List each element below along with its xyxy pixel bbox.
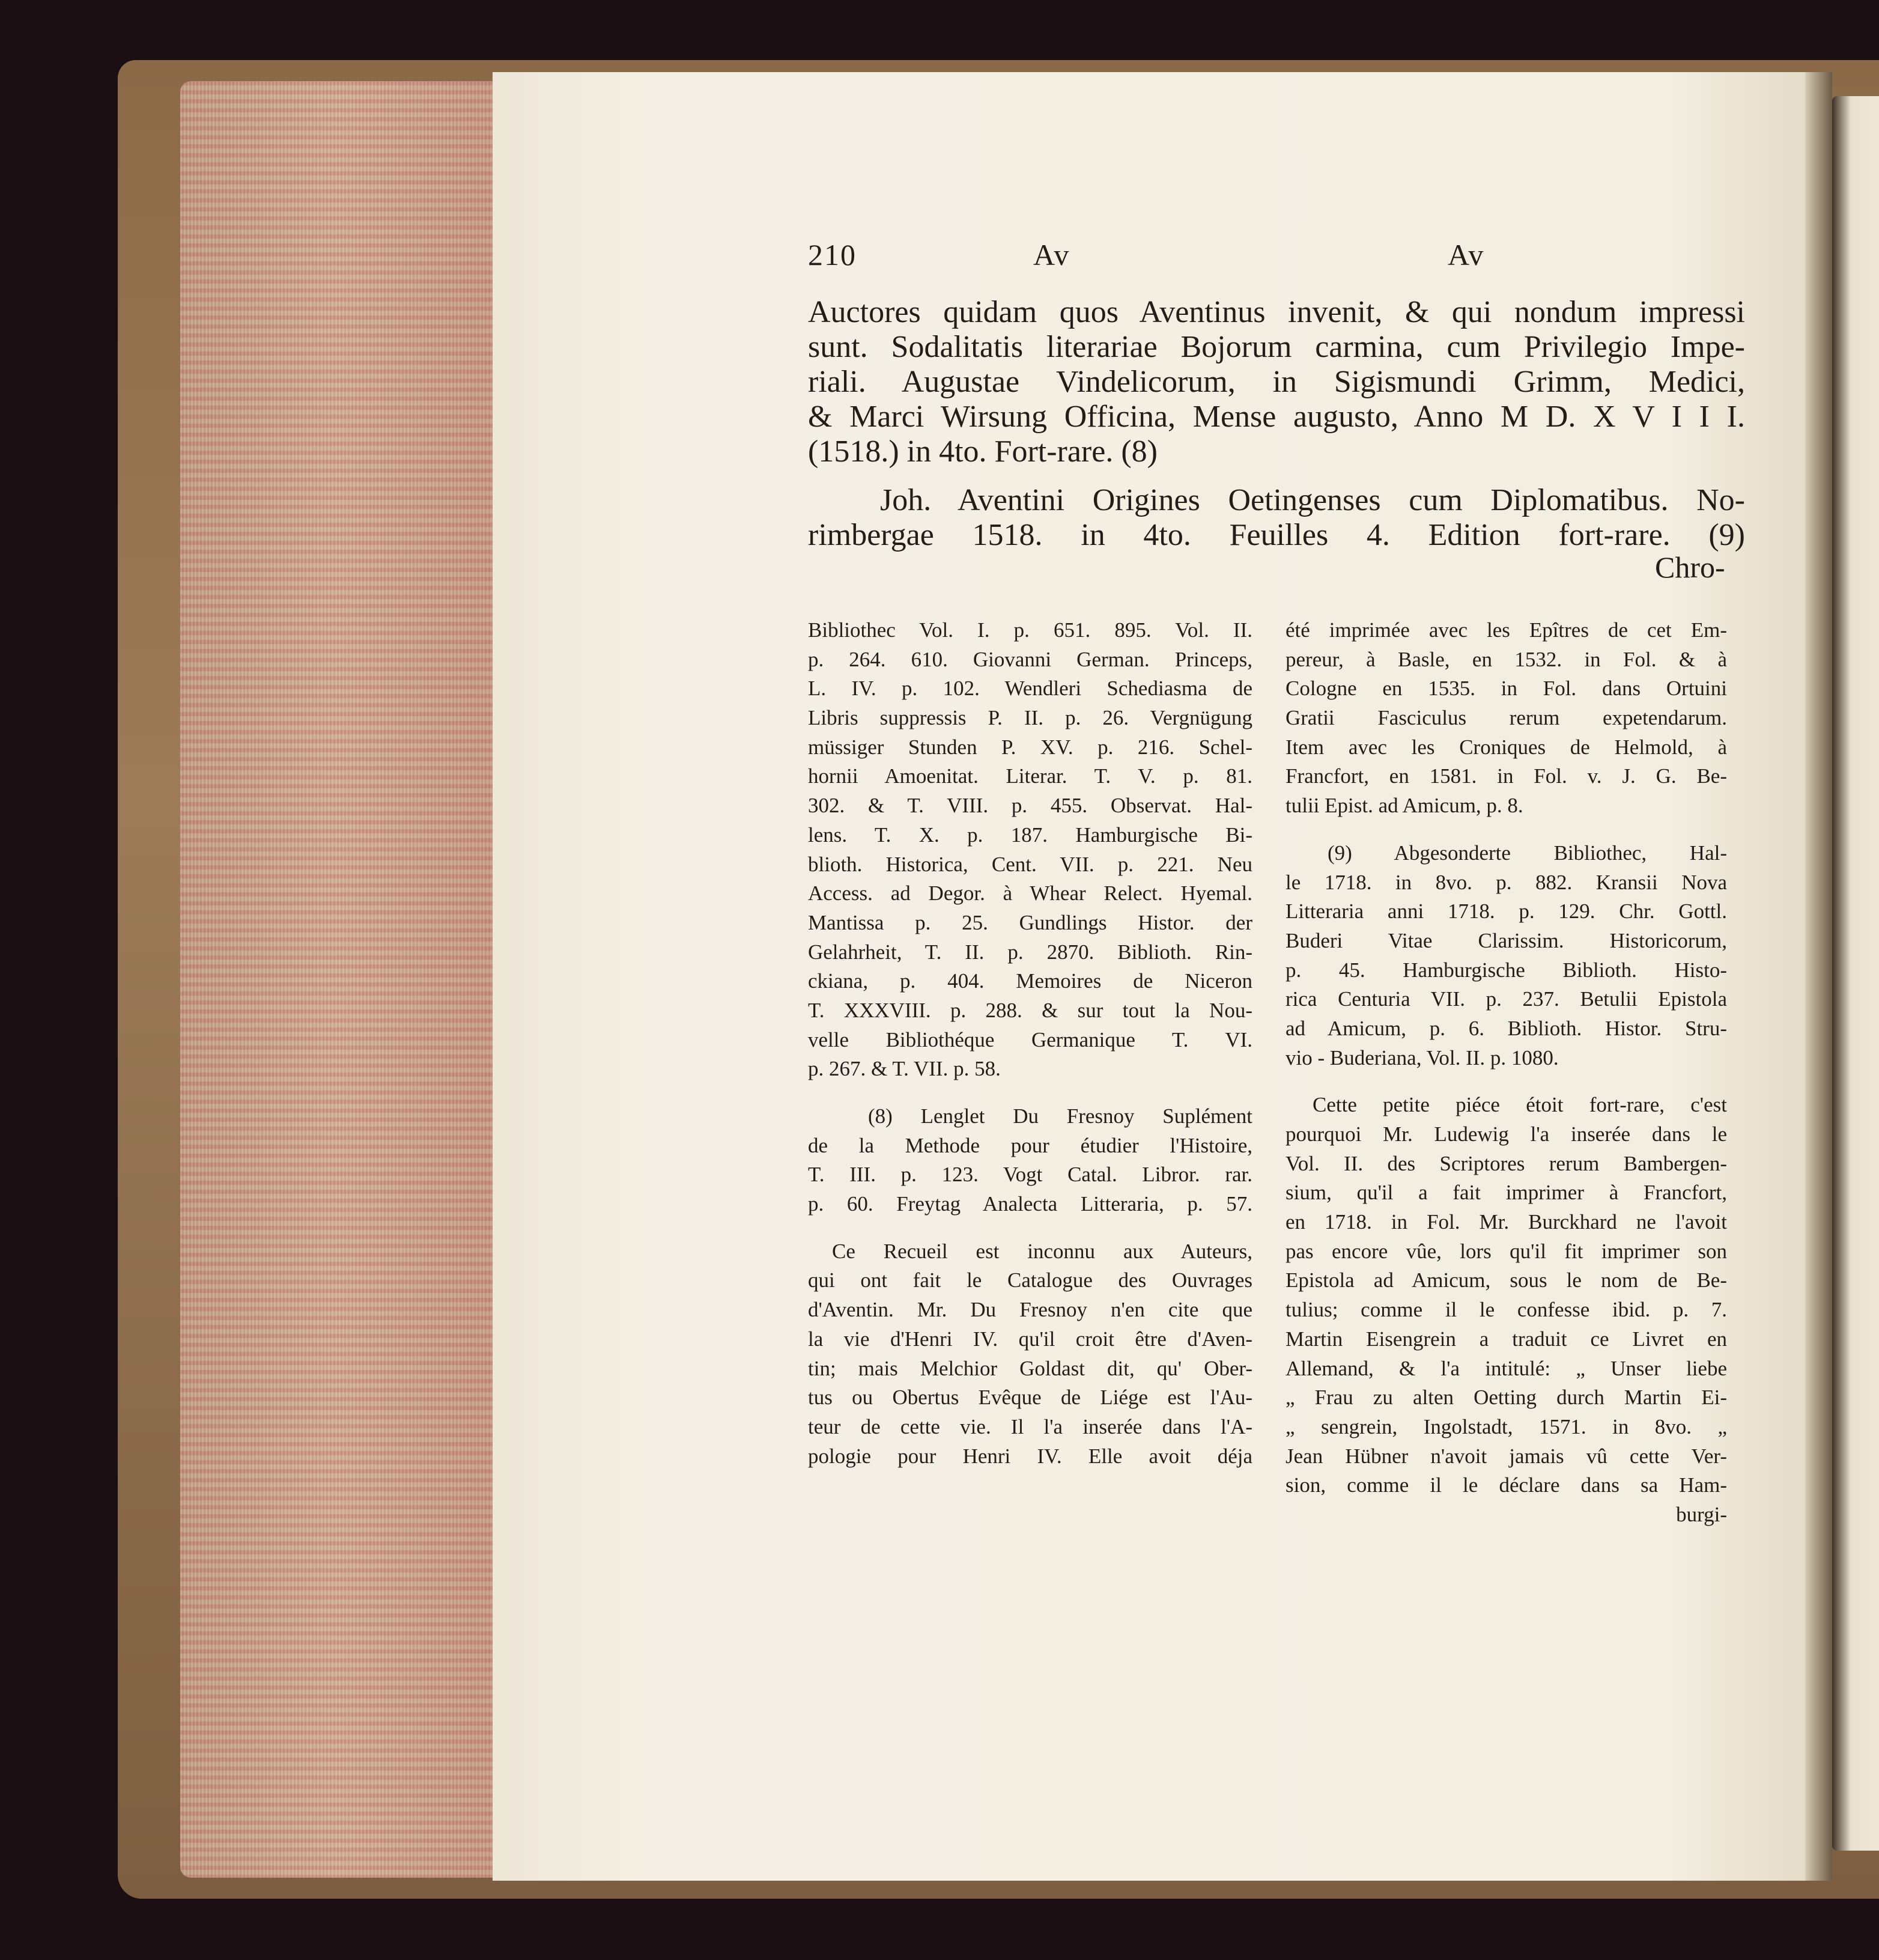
footnote-line: pologie pour Henri IV. Elle avoit déja xyxy=(808,1444,1252,1468)
page-number: 210 xyxy=(808,238,857,272)
footnote-line: Mantissa p. 25. Gundlings Histor. der xyxy=(808,910,1252,934)
footnote-line: ckiana, p. 404. Memoires de Niceron xyxy=(808,969,1252,993)
footnote-line: été imprimée avec les Epîtres de cet Em- xyxy=(1286,618,1727,642)
footnote-line: vio - Buderiana, Vol. II. p. 1080. xyxy=(1286,1045,1559,1070)
footnote-line: Martin Eisengrein a traduit ce Livret en xyxy=(1286,1327,1727,1351)
footnote-line: lens. T. X. p. 187. Hamburgische Bi- xyxy=(808,823,1252,847)
running-head-right: Av xyxy=(1448,238,1485,272)
running-head-left: Av xyxy=(1033,238,1070,272)
footnote-line: „ sengrein, Ingolstadt, 1571. in 8vo. „ xyxy=(1286,1414,1727,1438)
footnote-line: la vie d'Henri IV. qu'il croit être d'Aven- xyxy=(808,1327,1252,1351)
entry-line: Auctores quidam quos Aventinus invenit, & qui nondum impressi xyxy=(808,295,1745,329)
footnote-column-right xyxy=(1286,616,1727,1530)
footnote-line: T. XXXVIII. p. 288. & sur tout la Nou- xyxy=(808,998,1252,1022)
footnote-line: sium, qu'il a fait imprimer à Francfort, xyxy=(1286,1181,1727,1205)
footnote-line: T. III. p. 123. Vogt Catal. Libror. rar. xyxy=(808,1163,1252,1187)
facing-page-edge xyxy=(1832,96,1879,1851)
footnote-line: tus ou Obertus Evêque de Liége est l'Au- xyxy=(808,1386,1252,1410)
footnote-line: „ Frau zu alten Oetting durch Martin Ei- xyxy=(1286,1386,1727,1410)
entry-line: sunt. Sodalitatis literariae Bojorum carmina, cum Privilegio Impe- xyxy=(808,330,1745,364)
footnote-line: en 1718. in Fol. Mr. Burckhard ne l'avoit xyxy=(1286,1210,1727,1234)
footnote-line: Buderi Vitae Clarissim. Historicorum, xyxy=(1286,928,1727,952)
footnote-line: hornii Amoenitat. Literar. T. V. p. 81. xyxy=(808,764,1252,788)
footnote-line: blioth. Historica, Cent. VII. p. 221. Neu xyxy=(808,852,1252,876)
footnote-line: Libris suppressis P. II. p. 26. Vergnügung xyxy=(808,706,1252,730)
footnote-line: Cette petite piéce étoit fort-rare, c'est xyxy=(1313,1093,1727,1117)
footnote-line: müssiger Stunden P. XV. p. 216. Schel- xyxy=(808,735,1252,759)
catchword: burgi- xyxy=(1676,1502,1727,1526)
footnote-line: pereur, à Basle, en 1532. in Fol. & à xyxy=(1286,647,1727,671)
page-block-edge xyxy=(180,81,493,1878)
footnote-line: pas encore vûe, lors qu'il fit imprimer son xyxy=(1286,1239,1727,1263)
entry-line: Joh. Aventini Origines Oetingenses cum Diplomatibus. No- xyxy=(880,483,1745,517)
footnote-line: le 1718. in 8vo. p. 882. Kransii Nova xyxy=(1286,870,1727,894)
entry-line: & Marci Wirsung Officina, Mense augusto, Anno M D. X V I I I. xyxy=(808,400,1745,434)
entry-line: riali. Augustae Vindelicorum, in Sigismundi Grimm, Medici, xyxy=(808,365,1745,399)
footnote-line: Jean Hübner n'avoit jamais vû cette Ver- xyxy=(1286,1444,1727,1468)
footnote-line: ad Amicum, p. 6. Biblioth. Histor. Stru- xyxy=(1286,1016,1727,1040)
footnote-line: Cologne en 1535. in Fol. dans Ortuini xyxy=(1286,677,1727,701)
footnote-line: de la Methode pour étudier l'Histoire, xyxy=(808,1133,1252,1157)
footnote-line: d'Aventin. Mr. Du Fresnoy n'en cite que xyxy=(808,1298,1252,1322)
footnote-line: Allemand, & l'a intitulé: „ Unser liebe xyxy=(1286,1356,1727,1380)
footnote-line: p. 60. Freytag Analecta Litteraria, p. 57. xyxy=(808,1192,1252,1216)
footnote-line: velle Bibliothéque Germanique T. VI. xyxy=(808,1027,1252,1052)
footnote-line: tin; mais Melchior Goldast dit, qu' Ober- xyxy=(808,1356,1252,1380)
footnote-line: Item avec les Croniques de Helmold, à xyxy=(1286,735,1727,759)
footnote-line: Epistola ad Amicum, sous le nom de Be- xyxy=(1286,1268,1727,1292)
footnote-line: (9) Abgesonderte Bibliothec, Hal- xyxy=(1328,841,1727,865)
footnote-line: rica Centuria VII. p. 237. Betulii Epistola xyxy=(1286,987,1727,1011)
footnote-line: Gelahrheit, T. II. p. 2870. Biblioth. Rin- xyxy=(808,940,1252,964)
footnote-line: (8) Lenglet Du Fresnoy Suplément xyxy=(868,1104,1252,1128)
footnote-line: L. IV. p. 102. Wendleri Schediasma de xyxy=(808,677,1252,701)
footnote-line: p. 267. & T. VII. p. 58. xyxy=(808,1057,1001,1081)
footnote-line: p. 264. 610. Giovanni German. Princeps, xyxy=(808,647,1252,671)
footnote-column-left xyxy=(808,616,1252,1471)
footnote-line: Bibliothec Vol. I. p. 651. 895. Vol. II. xyxy=(808,618,1252,642)
entry-line: (1518.) in 4to. Fort-rare. (8) xyxy=(808,434,1158,469)
footnote-line: tulius; comme il le confesse ibid. p. 7. xyxy=(1286,1298,1727,1322)
footnote-line: Gratii Fasciculus rerum expetendarum. xyxy=(1286,706,1727,730)
footnote-line: Francfort, en 1581. in Fol. v. J. G. Be- xyxy=(1286,764,1727,788)
footnote-line: tulii Epist. ad Amicum, p. 8. xyxy=(1286,794,1523,818)
footnote-line: qui ont fait le Catalogue des Ouvrages xyxy=(808,1268,1252,1292)
footnote-line: Access. ad Degor. à Whear Relect. Hyemal. xyxy=(808,881,1252,905)
footnote-line: 302. & T. VIII. p. 455. Observat. Hal- xyxy=(808,794,1252,818)
footnote-line: Ce Recueil est inconnu aux Auteurs, xyxy=(832,1239,1252,1263)
footnote-line: p. 45. Hamburgische Biblioth. Histo- xyxy=(1286,958,1727,982)
footnote-line: teur de cette vie. Il l'a inserée dans l'A- xyxy=(808,1414,1252,1438)
footnote-line: sion, comme il le déclare dans sa Ham- xyxy=(1286,1473,1727,1497)
book-gutter xyxy=(1805,72,1832,1881)
footnote-line: Vol. II. des Scriptores rerum Bambergen- xyxy=(1286,1151,1727,1175)
catchword: Chro- xyxy=(1655,550,1725,584)
entry-line: rimbergae 1518. in 4to. Feuilles 4. Edition fort-rare. (9) xyxy=(808,518,1745,552)
footnote-line: pourquoi Mr. Ludewig l'a inserée dans le xyxy=(1286,1122,1727,1146)
footnote-line: Litteraria anni 1718. p. 129. Chr. Gottl. xyxy=(1286,899,1727,924)
